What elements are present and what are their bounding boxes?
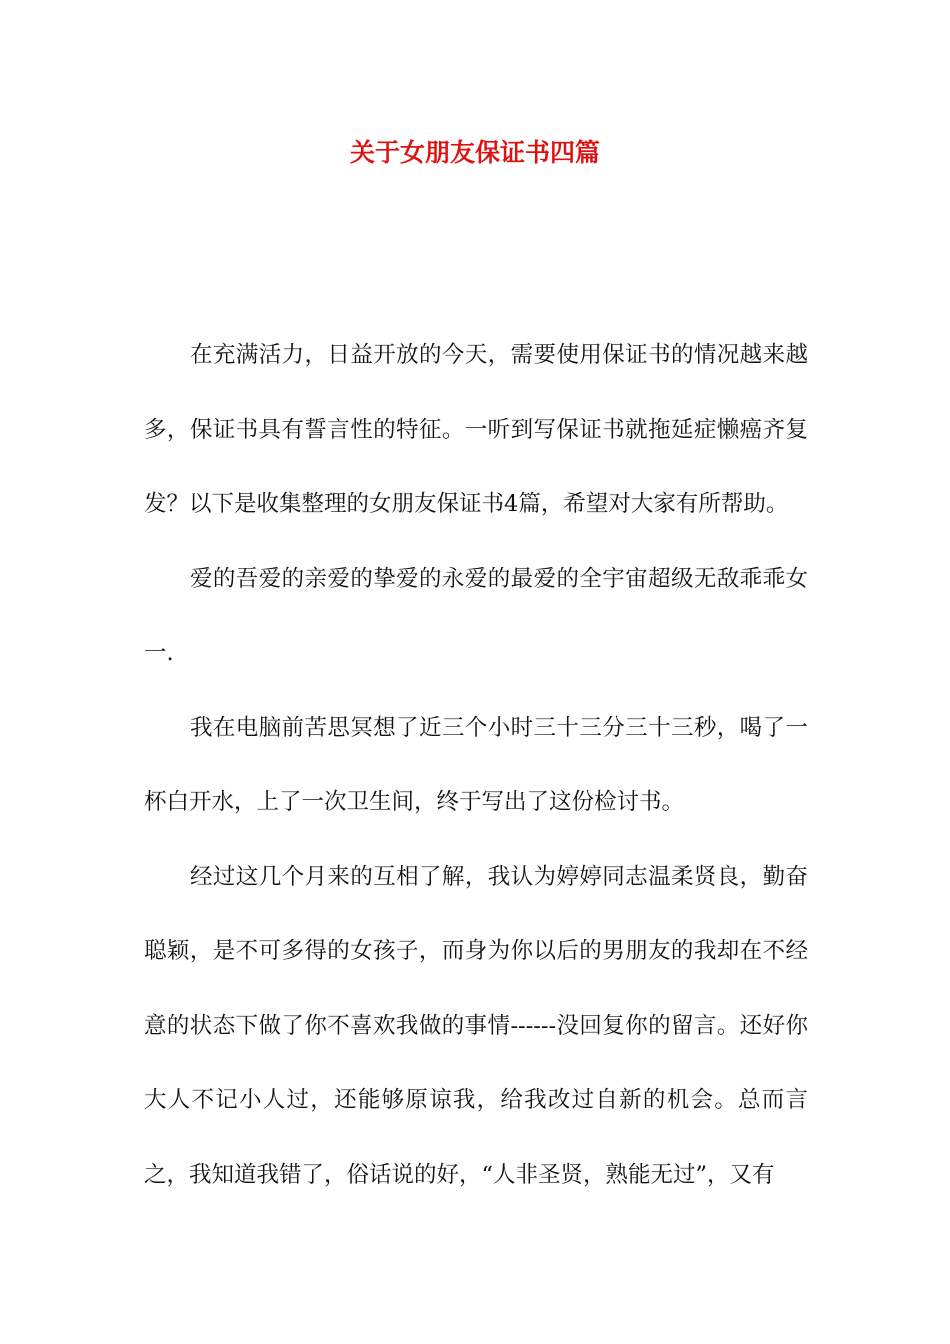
paragraph-apology: 经过这几个月来的互相了解，我认为婷婷同志温柔贤良，勤奋聪颖，是不可多得的女孩子，而身为你以后的男朋友的我却在不经意的状态下做了你不喜欢我做的事情------没回复你的留言。还好你大人不记小人过，还能够原谅我，给我改过自新的机会。总而言之，我知道我错了，俗话说的好，“人非圣贤，熟能无过”，又有 bbox=[144, 863, 808, 1188]
document-body bbox=[144, 318, 808, 1212]
document-title: 关于女朋友保证书四篇 bbox=[349, 138, 600, 167]
paragraph-salutation: 爱的吾爱的亲爱的挚爱的永爱的最爱的全宇宙超级无敌乖乖女一. bbox=[144, 565, 808, 666]
paragraph-intro: 在充满活力，日益开放的今天，需要使用保证书的情况越来越多，保证书具有誓言性的特征。一听到写保证书就拖延症懒癌齐复发？以下是收集整理的女朋友保证书4篇，希望对大家有所帮助。 bbox=[144, 342, 808, 517]
paragraph-opening: 我在电脑前苦思冥想了近三个小时三十三分三十三秒，喝了一杯白开水，上了一次卫生间，终于写出了这份检讨书。 bbox=[144, 714, 808, 815]
